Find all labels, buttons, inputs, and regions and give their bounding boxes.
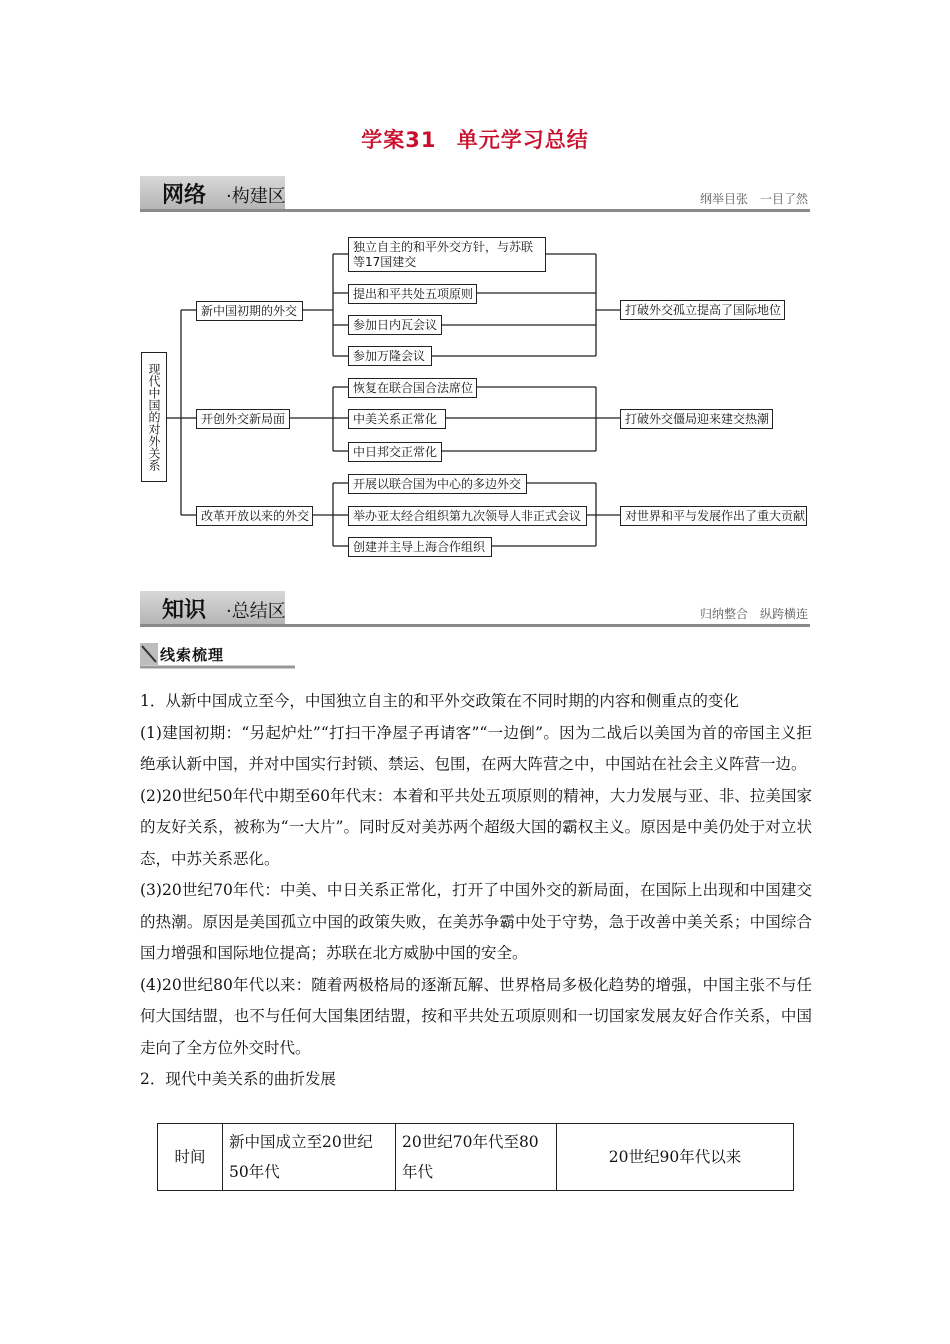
item-node-apec: 举办亚太经合组织第九次领导人非正式会议 [348, 506, 587, 526]
table-cell: 新中国成立至20世纪50年代 [223, 1124, 396, 1191]
comparison-table [157, 1123, 794, 1191]
table-cell: 20世纪90年代以来 [557, 1124, 794, 1191]
body-text [140, 686, 812, 1096]
result-node-new-situation: 打破外交僵局迎来建交热潮 [620, 409, 773, 429]
group-node-reform-era: 改革开放以来的外交 [196, 506, 313, 526]
item-node-multilateral: 开展以联合国为中心的多边外交 [348, 474, 527, 494]
subheading [140, 640, 295, 670]
banner-motto: 归纳整合 纵跨横连 [699, 607, 808, 621]
result-node-early: 打破外交孤立提高了国际地位 [620, 300, 785, 320]
table-cell: 时间 [158, 1124, 223, 1191]
item-node-bandung: 参加万隆会议 [348, 346, 432, 366]
banner-small-label: ·构建区 [226, 186, 286, 207]
subheading-label: 线索梳理 [160, 646, 225, 664]
item-node-sino-japan: 中日邦交正常化 [348, 442, 442, 462]
group-node-early-diplomacy: 新中国初期的外交 [196, 301, 303, 321]
result-node-reform: 对世界和平与发展作出了重大贡献 [620, 506, 807, 526]
banner-motto: 纲举目张 一目了然 [699, 192, 808, 206]
table-cell: 20世纪70年代至80年代 [396, 1124, 557, 1191]
paragraph-5: (4)20世纪80年代以来：随着两极格局的逐渐瓦解、世界格局多极化趋势的增强，中国主张不与任何大国结盟，也不与任何大国集团结盟，按和平共处五项原则和一切国家发展友好合作关系，中国走向了全方位外交时代。 [140, 975, 812, 1057]
item-node-un-seat: 恢复在联合国合法席位 [348, 378, 477, 398]
title-number: 学案31 [361, 128, 437, 152]
paragraph-3: (2)20世纪50年代中期至60年代末：本着和平共处五项原则的精神，大力发展与亚、非、拉美国家的友好关系，被称为“一大片”。同时反对美苏两个超级大国的霸权主义。原因是中美仍处于对立状态，中苏关系恶化。 [140, 786, 812, 868]
paragraph-1: 1．从新中国成立至今，中国独立自主的和平外交政策在不同时期的内容和侧重点的变化 [140, 692, 739, 710]
section-banner-knowledge [140, 591, 810, 627]
item-node-sco: 创建并主导上海合作组织 [348, 537, 492, 557]
item-node-geneva: 参加日内瓦会议 [348, 315, 442, 335]
title-text: 单元学习总结 [456, 128, 589, 152]
paragraph-2: (1)建国初期：“另起炉灶”“打扫干净屋子再请客”“一边倒”。因为二战后以美国为首的帝国主义拒绝承认新中国，并对中国实行封锁、禁运、包围，在两大阵营之中，中国站在社会主义阵营一边。 [140, 723, 812, 773]
paragraph-4: (3)20世纪70年代：中美、中日关系正常化，打开了中国外交的新局面，在国际上出现和中国建交的热潮。原因是美国孤立中国的政策失败，在美苏争霸中处于守势，急于改善中美关系；中国综合国力增强和国际地位提高；苏联在北方威胁中国的安全。 [140, 881, 812, 962]
item-node-independent-policy: 独立自主的和平外交方针，与苏联等17国建交 [348, 237, 546, 272]
banner-big-label: 网络 [162, 183, 207, 208]
table-row [158, 1124, 794, 1191]
paragraph-6: 2．现代中美关系的曲折发展 [140, 1070, 336, 1088]
item-node-sino-us: 中美关系正常化 [348, 409, 446, 429]
diagram-root-node: 现代中国的对外关系 [141, 352, 167, 482]
banner-small-label: ·总结区 [226, 601, 286, 622]
item-node-five-principles: 提出和平共处五项原则 [348, 284, 477, 304]
group-node-new-situation: 开创外交新局面 [196, 409, 290, 429]
banner-big-label: 知识 [162, 598, 207, 623]
